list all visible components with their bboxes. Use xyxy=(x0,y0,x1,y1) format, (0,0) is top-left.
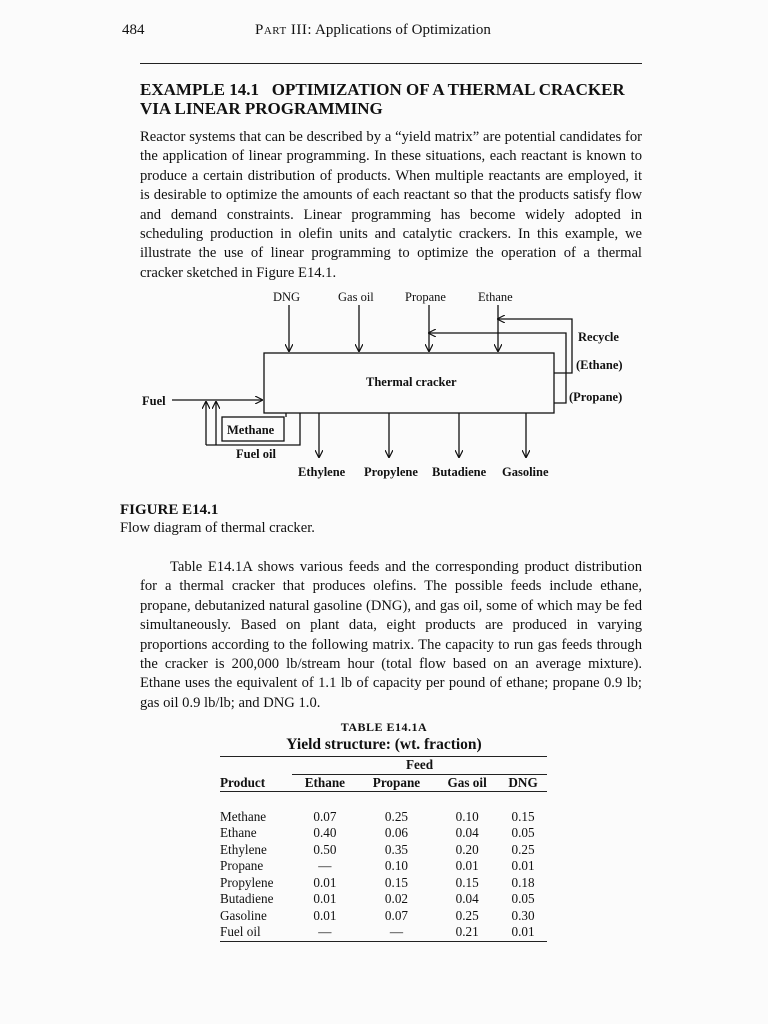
output-label-butadiene: Butadiene xyxy=(432,465,487,479)
cell-value: 0.02 xyxy=(384,891,408,907)
cell-value: 0.21 xyxy=(435,924,499,941)
body-paragraph: Table E14.1A shows various feeds and the corresponding product distribution for a thermal cracker that produces olefins. The possible feeds include ethane, propane, debutanized natural gasoline (DNG), and gas oil, some of which may be fed simultaneously. Based on plant data, eight products are produced in varying proportions according to the following matrix. The capacity to run gas feeds through the cracker is 200,000 lb/stream hour (total flow based on an average mixture). Ethane uses the equivalent of 1.1 lb of capacity per pound of ethane; propane 0.9 lb; gas oil 0.9 lb/lb; and DNG 1.0. xyxy=(140,559,642,711)
cell-value: 0.25 xyxy=(455,907,479,923)
part-label: Part III: xyxy=(255,22,313,38)
cell-value: 0.07 xyxy=(313,808,337,824)
cell-value: — xyxy=(292,924,358,941)
cell-value: 0.40 xyxy=(313,825,337,841)
reactor-label: Thermal cracker xyxy=(366,375,457,389)
table-row xyxy=(220,842,547,859)
cell-value: 0.20 xyxy=(455,841,479,857)
figure-label: FIGURE E14.1 xyxy=(120,502,219,518)
cell-value: 0.25 xyxy=(511,841,535,857)
cell-value: 0.05 xyxy=(511,825,535,841)
cell-value: — xyxy=(318,858,332,874)
table-row xyxy=(220,908,547,925)
feed-group-header: Feed xyxy=(405,757,434,773)
table-title: Yield structure: (wt. fraction) xyxy=(286,736,482,753)
cell-product: Fuel oil xyxy=(220,924,292,941)
fuel-oil-label: Fuel oil xyxy=(236,447,276,461)
cell-product: Propane xyxy=(220,858,264,874)
table-row xyxy=(220,858,547,875)
column-header-gas-oil: Gas oil xyxy=(435,774,499,792)
cell-value: 0.01 xyxy=(313,874,337,890)
cell-value: 0.15 xyxy=(455,874,479,890)
cell-value: 0.06 xyxy=(384,825,408,841)
recycle-label: Recycle xyxy=(578,330,619,344)
input-label-gas-oil: Gas oil xyxy=(338,290,374,304)
cell-value: 0.05 xyxy=(511,891,535,907)
table-row xyxy=(220,924,547,941)
cell-value: 0.30 xyxy=(511,907,535,923)
column-header-ethane: Ethane xyxy=(292,774,358,792)
table-column-header-row xyxy=(220,774,547,792)
figure-caption: Flow diagram of thermal cracker. xyxy=(120,520,315,536)
recycle-ethane-label: (Ethane) xyxy=(576,358,623,372)
output-label-gasoline: Gasoline xyxy=(502,465,549,479)
example-title xyxy=(140,80,660,118)
cell-value: 0.01 xyxy=(313,907,337,923)
page-number: 484 xyxy=(122,22,145,38)
fuel-label: Fuel xyxy=(142,394,166,408)
cell-product: Ethylene xyxy=(220,841,267,857)
cell-value: 0.35 xyxy=(384,841,408,857)
table-group-header-row xyxy=(220,757,547,774)
table-label: TABLE E14.1A xyxy=(340,720,428,734)
cell-value: 0.15 xyxy=(511,808,535,824)
cell-product: Propylene xyxy=(220,874,274,890)
cell-value: 0.10 xyxy=(455,808,479,824)
intro-paragraph: Reactor systems that can be described by a “yield matrix” are potential candidates for the application of linear programming. In these situations, each reactant is known to produce a certain distribution of products. When multiple reactants are employed, it is desirable to optimize the amounts of each reactant so that the products satisfy flow and demand constraints. Linear programming has become widely adopted in scheduling production in olefin units and catalytic crackers. In this example, we illustrate the use of linear programming to optimize the operation of a thermal cracker sketched in Figure E14.1. xyxy=(140,129,642,281)
cell-value: 0.10 xyxy=(384,858,408,874)
part-title: Applications of Optimization xyxy=(315,22,491,38)
cell-value: 0.01 xyxy=(499,924,547,941)
cell-value: 0.01 xyxy=(455,858,479,874)
cell-value: 0.07 xyxy=(384,907,408,923)
table-row xyxy=(220,875,547,892)
output-label-ethylene: Ethylene xyxy=(298,465,346,479)
example-title-line-2: VIA LINEAR PROGRAMMING xyxy=(140,99,383,118)
methane-label: Methane xyxy=(227,423,275,437)
input-label-dng: DNG xyxy=(273,290,301,304)
cell-value: 0.01 xyxy=(511,858,535,874)
flow-diagram xyxy=(120,285,660,485)
table-row xyxy=(220,809,547,826)
column-header-dng: DNG xyxy=(499,774,547,792)
cell-product: Gasoline xyxy=(220,907,267,923)
cell-value: — xyxy=(358,924,435,941)
header-rule xyxy=(140,63,642,64)
cell-value: 0.18 xyxy=(511,874,535,890)
cell-value: 0.01 xyxy=(313,891,337,907)
table-row xyxy=(220,891,547,908)
flow-diagram-svg xyxy=(120,285,660,485)
cell-value: 0.25 xyxy=(384,808,408,824)
yield-table xyxy=(220,756,547,942)
cell-product: Ethane xyxy=(220,825,257,841)
cell-value: 0.04 xyxy=(455,891,479,907)
recycle-propane-label: (Propane) xyxy=(569,390,623,404)
cell-value: 0.04 xyxy=(455,825,479,841)
input-label-propane: Propane xyxy=(405,290,446,304)
cell-value: 0.50 xyxy=(313,841,337,857)
running-header xyxy=(255,22,491,39)
column-header-propane: Propane xyxy=(358,774,435,792)
column-header-product: Product xyxy=(220,774,292,792)
cell-value: 0.15 xyxy=(384,874,408,890)
cell-product: Methane xyxy=(220,808,267,824)
example-title-line-1: EXAMPLE 14.1 OPTIMIZATION OF A THERMAL CRACKER xyxy=(140,80,625,99)
input-label-ethane: Ethane xyxy=(478,290,513,304)
recycle-ethane-loop xyxy=(498,319,572,373)
output-label-propylene: Propylene xyxy=(364,465,418,479)
cell-product: Butadiene xyxy=(220,891,274,907)
table-row xyxy=(220,825,547,842)
